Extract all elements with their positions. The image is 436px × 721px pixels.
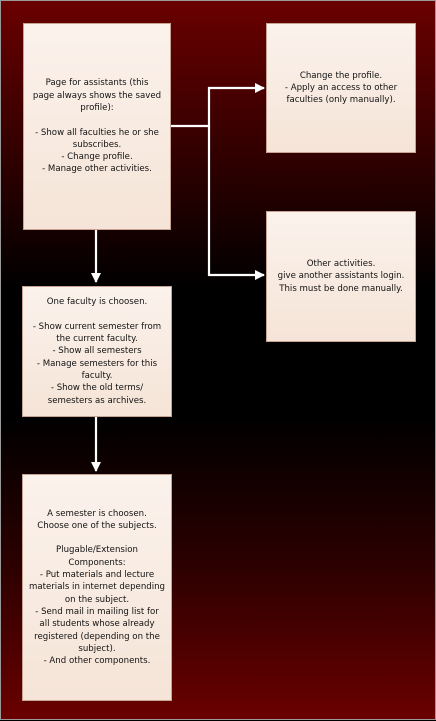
- box-semester-chosen-text: A semester is choosen. Choose one of the subjects. Plugable/Extension Components: - Put materials and lecture materials in internet depending on the subject. - Send mail in mailing list for all students whose already registered (depending on the subject). - And other components.: [28, 508, 166, 667]
- arrow-to-other-activities: [209, 126, 264, 275]
- box-change-profile-text: Change the profile. - Apply an access to other faculties (only manually).: [284, 70, 398, 106]
- box-other-activities: [266, 211, 416, 342]
- box-change-profile: [266, 23, 416, 153]
- box-assistants-page: [23, 23, 171, 230]
- box-assistants-page-text: Page for assistants (this page always shows the saved profile): - Show all faculties he or she subscribes. - Change profile. - Manage other activities.: [32, 78, 162, 175]
- box-faculty-chosen-text: One faculty is choosen. - Show current semester from the current faculty. - Show all semesters - Manage semesters for this faculty. - Show the old terms/ semesters as archives.: [32, 297, 162, 406]
- arrow-to-change-profile: [171, 88, 264, 126]
- box-semester-chosen: [22, 474, 172, 701]
- box-other-activities-text: Other activities. give another assistants login. This must be done manually.: [277, 259, 405, 294]
- box-faculty-chosen: [22, 286, 172, 417]
